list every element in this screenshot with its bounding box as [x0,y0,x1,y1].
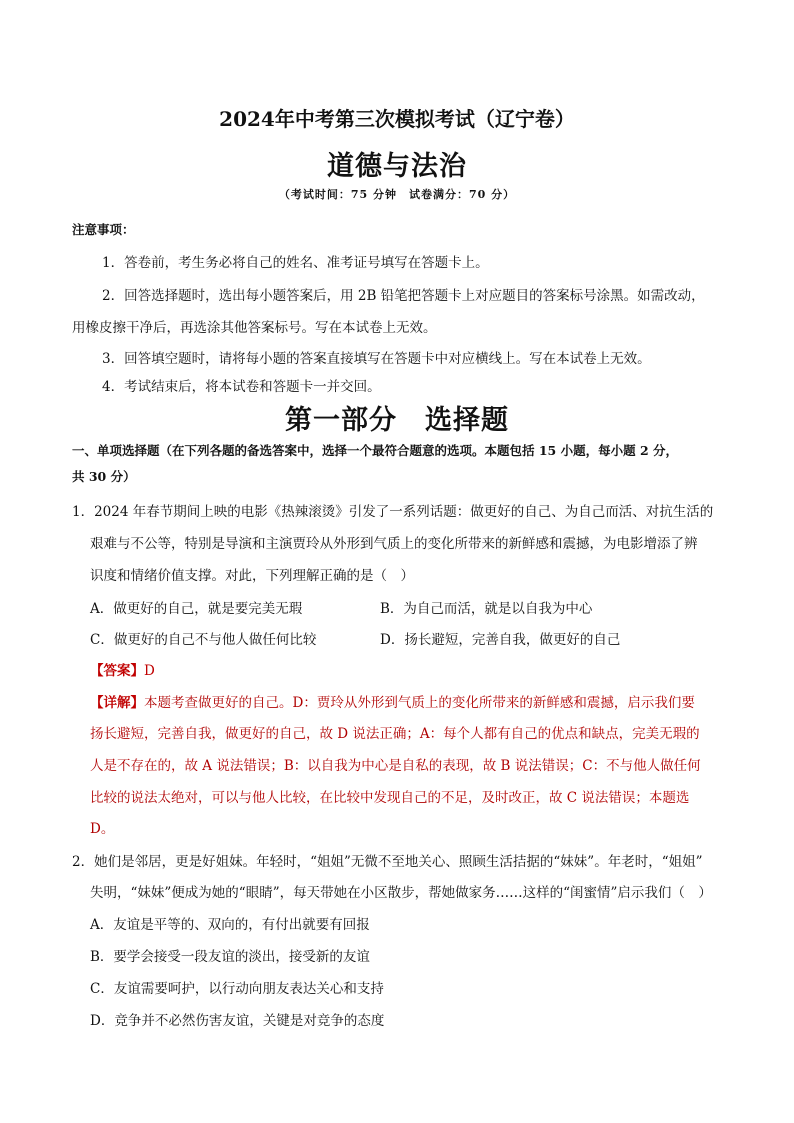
detail-tag: 【详解】 [90,695,144,711]
notice-heading: 注意事项： [72,222,135,237]
exam-meta: （考试时间：75 分钟 试卷满分：70 分） [278,188,516,201]
answer-tag: 【答案】 [90,663,144,679]
answer-line [90,659,155,679]
detail-text: 人是不存在的，故 A 说法错误；B：以自我为中心是自私的表现，故 B 说法错误；C：不与他人做任何 [90,758,701,774]
option-b: B．为自己而活，就是以自我为中心 [380,601,593,617]
notice-item: 用橡皮擦干净后，再选涂其他答案标号。写在本试卷上无效。 [72,320,437,336]
section-instruction: 一、单项选择题（在下列各题的备选答案中，选择一个最符合题意的选项。本题包括 15 小题，每小题 2 分， [72,443,679,458]
notice-item: 1．答卷前，考生务必将自己的姓名、准考证号填写在答题卡上。 [102,255,489,271]
option-c: C．友谊需要呵护，以行动向朋友表达关心和支持 [90,981,384,997]
detail-text: 扬长避短，完善自我，做更好的自己，故 D 说法正确；A：每个人都有自己的优点和缺点，完美无瑕的 [90,726,700,742]
option-a: A．做更好的自己，就是要完美无瑕 [90,601,303,617]
section-instruction: 共 30 分） [72,469,136,484]
detail-text: 本题考查做更好的自己。D：贾玲从外形到气质上的变化所带来的新鲜感和震撼，启示我们要 [144,695,695,711]
exam-title: 2024年中考第三次模拟考试（辽宁卷） [219,107,575,131]
question-stem: 失明，“妹妹”便成为她的“眼睛”，每天带她在小区散步，帮她做家务……这样的“闺蜜情”启示我们（ ） [90,885,712,901]
answer-value: D [144,663,155,679]
option-c: C．做更好的自己不与他人做任何比较 [90,632,317,648]
question-stem: 识度和情绪价值支撑。对此，下列理解正确的是（ ） [90,568,414,584]
detail-line [90,691,695,711]
question-stem: 艰难与不公等，特别是导演和主演贾玲从外形到气质上的变化所带来的新鲜感和震撼，为电影增添了辨 [90,536,698,552]
detail-text: D。 [90,821,115,837]
question-stem: 2．她们是邻居，更是好姐妹。年轻时，“姐姐”无微不至地关心、照顾生活拮据的“妹妹”。年老时，“姐姐” [72,854,703,870]
notice-item: 3．回答填空题时，请将每小题的答案直接填写在答题卡中对应横线上。写在本试卷上无效。 [102,351,651,367]
option-d: D．扬长避短，完善自我，做更好的自己 [380,632,621,648]
notice-item: 2．回答选择题时，选出每小题答案后，用 2B 铅笔把答题卡上对应题目的答案标号涂黑。如需改动， [102,288,705,304]
part-heading: 第一部分 选择题 [285,405,509,436]
option-a: A．友谊是平等的、双向的，有付出就要有回报 [90,917,370,933]
detail-text: 比较的说法太绝对，可以与他人比较，在比较中发现自己的不足，及时改正，故 C 说法错误；本题选 [90,790,690,806]
option-b: B．要学会接受一段友谊的淡出，接受新的友谊 [90,949,370,965]
notice-item: 4．考试结束后，将本试卷和答题卡一并交回。 [102,379,381,395]
option-d: D．竞争并不必然伤害友谊，关键是对竞争的态度 [90,1013,385,1029]
question-stem: 1．2024 年春节期间上映的电影《热辣滚烫》引发了一系列话题：做更好的自己、为自己而活、对抗生活的 [72,504,714,520]
subject-title: 道德与法治 [327,151,467,182]
